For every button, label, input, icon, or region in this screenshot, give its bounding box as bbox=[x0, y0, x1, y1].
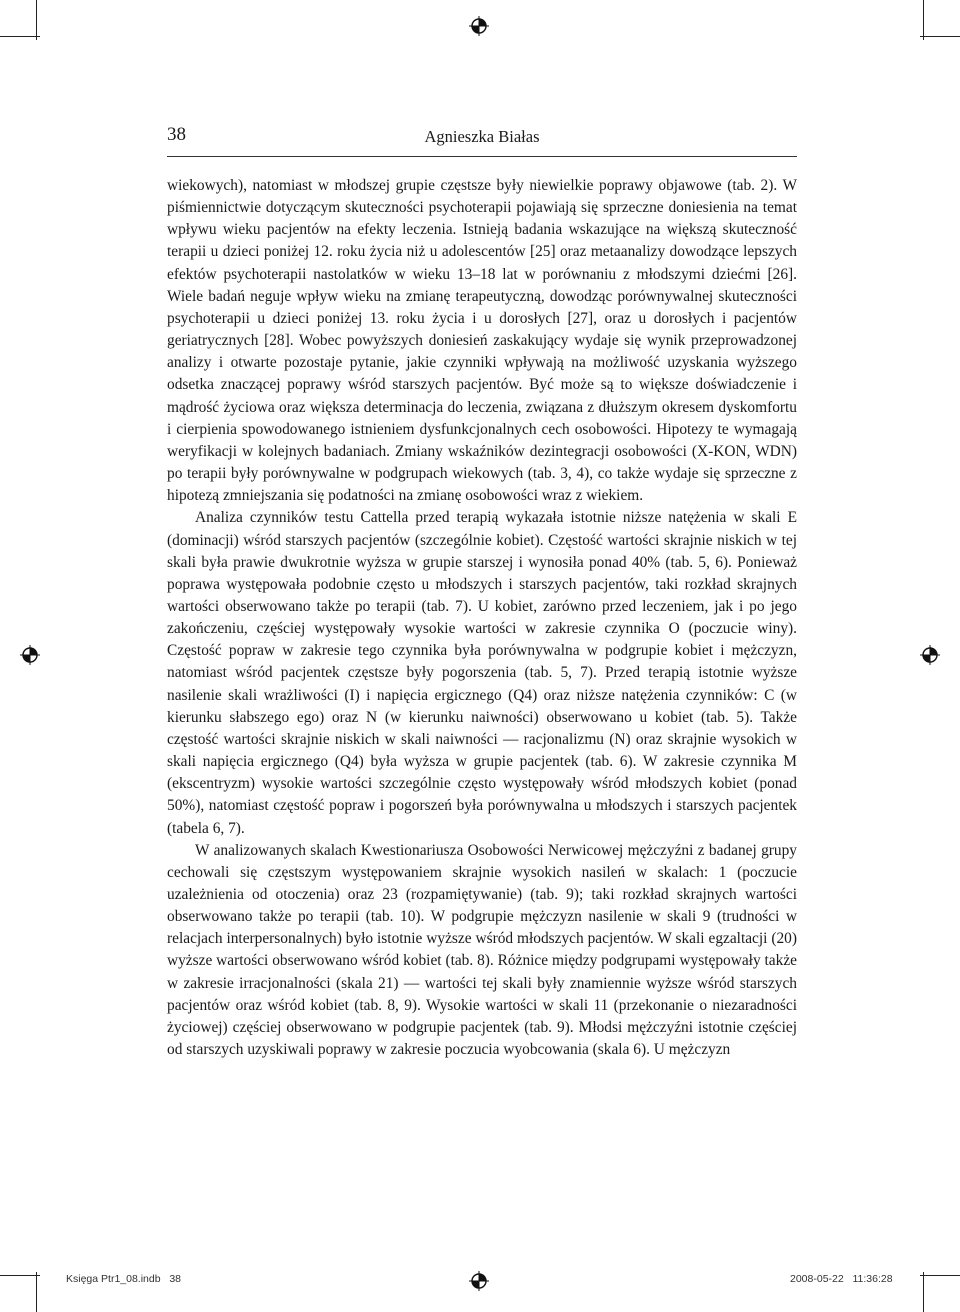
crop-mark-bottom-right-horizontal bbox=[920, 1275, 960, 1276]
registration-mark-right bbox=[920, 645, 940, 665]
registration-mark-bottom bbox=[469, 1271, 489, 1291]
paragraph: wiekowych), natomiast w młodszej grupie częstsze były niewielkie poprawy objawowe (tab. 2). W piśmiennictwie dotyczącym skuteczności psychoterapii pojawiają się sprzeczne doniesienia na temat wpływu wieku pacjentów na efekty leczenia. Istnieją badania wskazujące na większą skuteczność terapii u dzieci poniżej 12. roku życia niż u adolescentów [25] oraz metaanalizy dowodzące lepszych efektów psychoterapii nastolatków w wieku 13–18 lat w porównaniu z młodszymi dziećmi [26]. Wiele badań neguje wpływ wieku na zmianę terapeutyczną, dowodząc porównywalnej skuteczności psychoterapii u dzieci poniżej 13. roku życia i u dorosłych [27], oraz u dorosłych i pacjentów geriatrycznych [28]. Wobec powyższych doniesień zaskakujący wydaje się wynik przeprowadzonej analizy i otwarte pozostaje pytanie, jakie czynniki wpływają na możliwość uzyskania wyższego odsetka znaczącej poprawy wśród starszych pacjentów. Być może są to większe doświadczenie i mądrość życiowa oraz większa determinacja do leczenia, związana z dłuższym okresem dyskomfortu i cierpienia spowodowanego istnieniem dysfunkcjonalnych cech osobowości. Hipotezy te wymagają weryfikacji w kolejnych badaniach. Zmiany wskaźników dezintegracji osobowości (X-KON, WDN) po terapii były porównywalne w podgrupach wiekowych (tab. 3, 4), co także wydaje się sprzeczne z hipotezą zmniejszania się podatności na zmianę osobowości wraz z wiekiem. bbox=[167, 177, 797, 505]
crosshair-circle-icon bbox=[469, 16, 489, 36]
crop-mark-top-right-vertical bbox=[923, 0, 924, 40]
header-rule bbox=[167, 156, 797, 157]
slug-timestamp: 2008-05-22 11:36:28 bbox=[790, 1273, 893, 1285]
crop-mark-top-left-vertical bbox=[36, 0, 37, 40]
page-header bbox=[167, 124, 797, 154]
registration-mark-top bbox=[469, 16, 489, 36]
crop-mark-top-left-horizontal bbox=[0, 36, 40, 37]
crop-mark-bottom-left-horizontal bbox=[0, 1275, 40, 1276]
page-number: 38 bbox=[167, 124, 186, 145]
slug-file-name: Księga Ptr1_08.indb 38 bbox=[66, 1273, 181, 1285]
crosshair-circle-icon bbox=[469, 1271, 489, 1291]
paragraph: W analizowanych skalach Kwestionariusza Osobowości Nerwicowej mężczyźni z badanej grupy cechowali się częstszym występowaniem skrajnie wysokich nasileń w skalach: 1 (poczucie uzależnienia od otoczenia) oraz 23 (rozpamiętywanie) (tab. 9); taki rozkład skrajnych wartości obserwowano także po terapii (tab. 10). W podgrupie mężczyzn nasilenie w skali 9 (trudności w relacjach interpersonalnych) było istotnie wyższe wśród młodszych pacjentów. W skali egzaltacji (20) wyższe wartości obserwowano wśród kobiet (tab. 8). Różnice między podgrupami występowały także w zakresie irracjonalności (skala 21) — wartości tej skali były znamiennie wyższe wśród starszych pacjentów oraz wśród kobiet (tab. 8, 9). Wysokie wartości w skali 11 (przekonanie o niezaradności życiowej) częściej obserwowano w podgrupie pacjentek (tab. 9). Młodsi mężczyźni istotnie częściej od starszych uzyskiwali poprawy w zakresie poczucia wyobcowania (skala 6). U mężczyzn bbox=[167, 841, 797, 1059]
body-text bbox=[167, 175, 797, 1061]
crop-mark-top-right-horizontal bbox=[920, 36, 960, 37]
crosshair-circle-icon bbox=[20, 645, 40, 665]
paragraph: Analiza czynników testu Cattella przed terapią wykazała istotnie niższe natężenia w skali E (dominacji) wśród starszych pacjentów (szczególnie kobiet). Częstość wartości skrajnie niskich w tej skali była prawie dwukrotnie wyższa w grupie starszej i wynosiła ponad 40% (tab. 5, 6). Ponieważ poprawa występowała podobnie często u młodszych i starszych pacjentów, taki rozkład skrajnych wartości obserwowano także po terapii (tab. 7). U kobiet, zarówno przed leczeniem, jak i po jego zakończeniu, częściej występowały wysokie wartości w zakresie czynnika O (poczucie winy). Częstość popraw w zakresie tego czynnika była porównywalna w podgrupie kobiet i mężczyzn, natomiast wśród pacjentek częstsze były pogorszenia (tab. 5, 7). Przed terapią istotnie wyższe nasilenie skali wrażliwości (I) i napięcia ergicznego (Q4) oraz niższe natężenia czynników: C (w kierunku słabszego ego) oraz N (w kierunku naiwności) obserwowano u kobiet (tab. 5). Także częstość wartości skrajnie niskich w skali naiwności — racjonalizmu (N) oraz skrajnie wysokich w skali napięcia ergicznego (Q4) była wyższa w grupie pacjentek (tab. 6). W zakresie czynnika M (ekscentryzm) wysokie wartości szczególnie często występowały wśród młodszych kobiet (ponad 50%), natomiast częstość popraw i pogorszeń była porównywalna u młodszych i starszych pacjentek (tabela 6, 7). bbox=[167, 509, 797, 837]
crosshair-circle-icon bbox=[920, 645, 940, 665]
crop-mark-bottom-right-vertical bbox=[923, 1272, 924, 1312]
registration-mark-left bbox=[20, 645, 40, 665]
crop-mark-bottom-left-vertical bbox=[36, 1272, 37, 1312]
running-head-author: Agnieszka Białas bbox=[424, 127, 540, 146]
